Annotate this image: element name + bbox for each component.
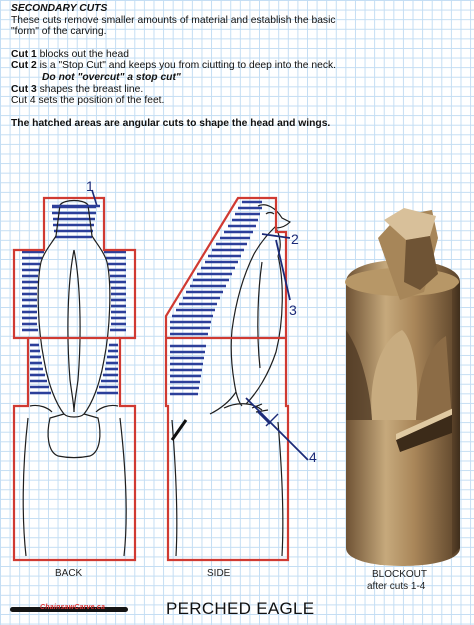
back-label: BACK [55, 568, 83, 579]
cut2-callout: 2 [291, 231, 299, 247]
brand-logo [10, 605, 128, 614]
cut4-leader [246, 398, 308, 460]
logo-text: ChainsawCarve.ca [40, 604, 106, 611]
cut1-text: blocks out the head [36, 48, 129, 60]
hatch-note: The hatched areas are angular cuts to shape the head and wings. [11, 117, 331, 129]
intro-line-2: "form" of the carving. [11, 26, 107, 38]
blockout-sublabel: after cuts 1-4 [367, 581, 426, 592]
cut1-callout: 1 [86, 178, 94, 194]
cut2-note: Do not "overcut" a stop cut" [42, 71, 181, 83]
cut4-tick-a [258, 412, 270, 424]
section-heading: SECONDARY CUTS [11, 3, 108, 14]
cut3-leader [276, 240, 290, 300]
back-eagle-outline [23, 201, 126, 557]
page-title: PERCHED EAGLE [166, 599, 315, 618]
cut4-line: Cut 4 sets the position of the feet. [11, 95, 165, 107]
side-hatching [170, 202, 262, 394]
cut3-label: Cut 3 [11, 83, 37, 95]
cut2-label: Cut 2 [11, 60, 37, 72]
side-eagle-outline [172, 205, 290, 556]
cut3-callout: 3 [289, 302, 297, 318]
cut3-text: shapes the breast line. [36, 83, 144, 95]
cut1-label: Cut 1 [11, 48, 37, 60]
cut4-callout: 4 [309, 449, 317, 465]
intro-line-1: These cuts remove smaller amounts of material and establish the basic [11, 14, 336, 26]
blockout-label: BLOCKOUT [372, 569, 428, 580]
side-label: SIDE [207, 568, 231, 579]
side-view [166, 198, 317, 579]
blockout-shadow-edge [452, 282, 460, 556]
side-cut-lines [166, 198, 288, 560]
side-feather-stroke [172, 420, 186, 440]
blockout-view [345, 208, 460, 592]
back-view [14, 178, 135, 579]
cut2-text: is a "Stop Cut" and keeps you from ciutting to deep into the neck. [36, 60, 336, 72]
